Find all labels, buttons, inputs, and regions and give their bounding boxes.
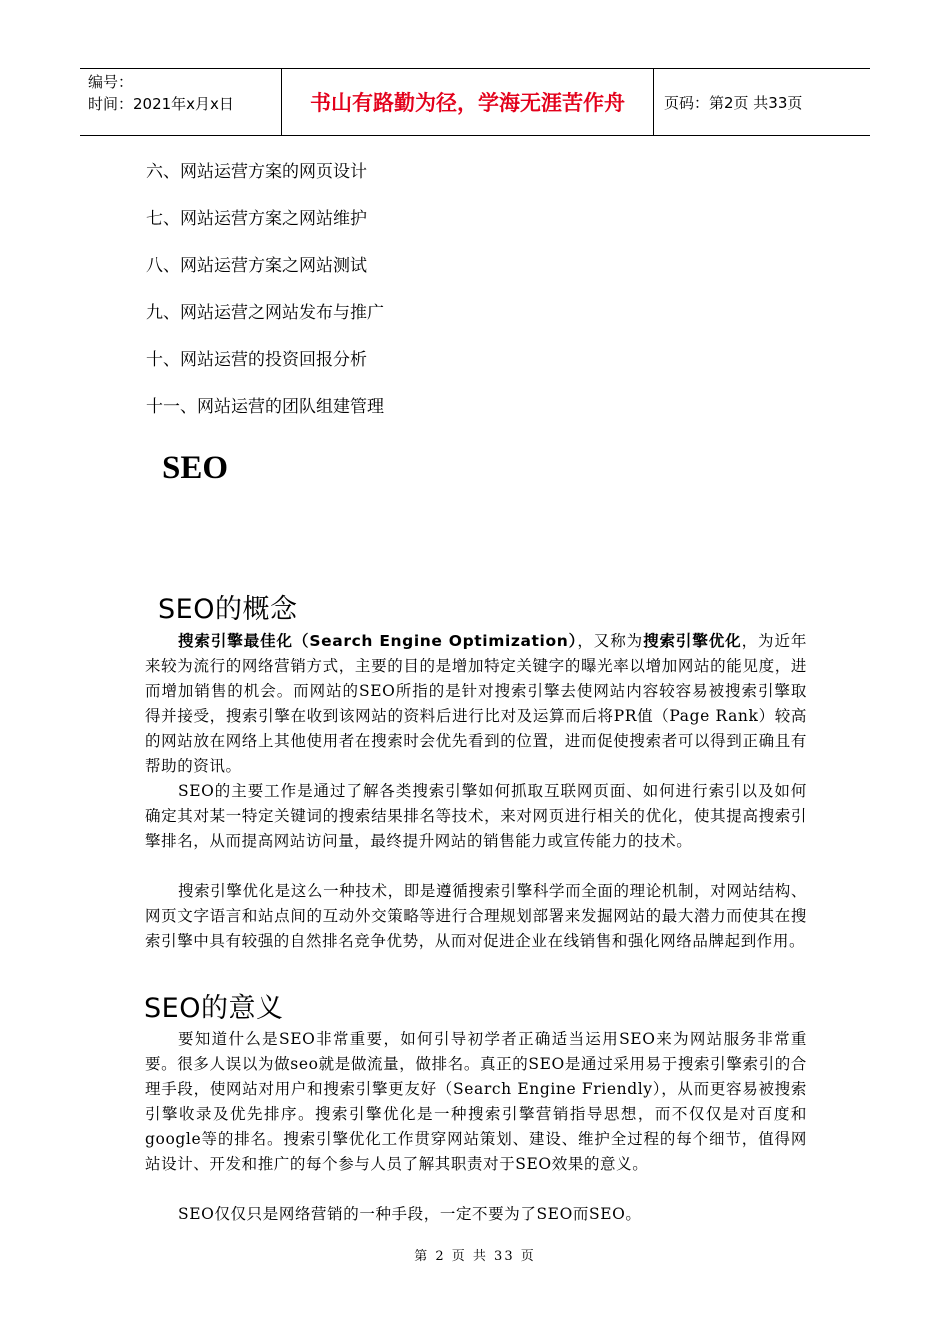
heading-seo-concept: SEO的概念 [158, 594, 298, 625]
meaning-paragraph-2: SEO仅仅只是网络营销的一种手段，一定不要为了SEO而SEO。 [178, 1205, 642, 1223]
text-span: ，又称为 [577, 632, 644, 650]
heading-seo-meaning: SEO的意义 [144, 993, 284, 1024]
page-header [80, 68, 870, 136]
toc-item: 七、网站运营方案之网站维护 [146, 209, 367, 229]
toc-item: 十、网站运营的投资回报分析 [146, 350, 367, 370]
toc-list [146, 158, 384, 440]
header-number: 编号： [88, 73, 134, 91]
term-search-engine-optimization: 搜索引擎最佳化 [178, 632, 293, 650]
toc-item: 六、网站运营方案的网页设计 [146, 162, 367, 182]
toc-item: 九、网站运营之网站发布与推广 [146, 303, 384, 323]
concept-paragraph-3: 搜索引擎优化是这么一种技术，即是遵循搜索引擎科学而全面的理论机制，对网站结构、网页文字语言和站点间的互动外交策略等进行合理规划部署来发掘网站的最大潜力而使其在搜索引擎中具有较强的自然排名竞争优势，从而对促进企业在线销售和强化网络品牌起到作用。 [145, 882, 807, 950]
page-footer: 第 2 页 共 33 页 [414, 1249, 536, 1264]
term-english: （Search Engine Optimization） [292, 632, 578, 650]
concept-paragraph-1 [145, 629, 807, 779]
text-span: ，为近年来较为流行的网络营销方式，主要的目的是增加特定关键字的曝光率以增加网站的能见度，进而增加销售的机会。而网站的SEO所指的是针对搜索引擎去使网站内容较容易被搜索引擎取得并接受，搜索引擎在收到该网站的资料后进行比对及运算而后将PR值（Page Rank）较高的网站放在网络上其他使用者在搜索时会优先看到的位置，进而促使搜索者可以得到正确且有帮助的资讯。 [145, 632, 807, 775]
header-meta [80, 69, 282, 135]
section-title: SEO [162, 450, 229, 486]
toc-item: 八、网站运营方案之网站测试 [146, 256, 367, 276]
header-time: 时间：2021年x月x日 [88, 95, 234, 113]
header-motto: 书山有路勤为径，学海无涯苦作舟 [282, 69, 654, 135]
header-page-info: 页码：第2页 共33页 [664, 93, 803, 112]
term-seo: 搜索引擎优化 [643, 632, 742, 650]
meaning-paragraph-1: 要知道什么是SEO非常重要，如何引导初学者正确适当运用SEO来为网站服务非常重要。很多人误以为做seo就是做流量，做排名。真正的SEO是通过采用易于搜索引擎索引的合理手段，使网站对用户和搜索引擎更友好（Search Engine Friendly），从而更容易被搜索引擎收录及优先排序。搜索引擎优化是一种搜索引擎营销指导思想，而不仅仅是对百度和google等的排名。搜索引擎优化工作贯穿网站策划、建设、维护全过程的每个细节，值得网站设计、开发和推广的每个参与人员了解其职责对于SEO效果的意义。 [145, 1030, 807, 1173]
concept-paragraph-2: SEO的主要工作是通过了解各类搜索引擎如何抓取互联网页面、如何进行索引以及如何确定其对某一特定关键词的搜索结果排名等技术，来对网页进行相关的优化，使其提高搜索引擎排名，从而提高网站访问量，最终提升网站的销售能力或宣传能力的技术。 [145, 782, 807, 850]
toc-item: 十一、网站运营的团队组建管理 [146, 397, 384, 417]
